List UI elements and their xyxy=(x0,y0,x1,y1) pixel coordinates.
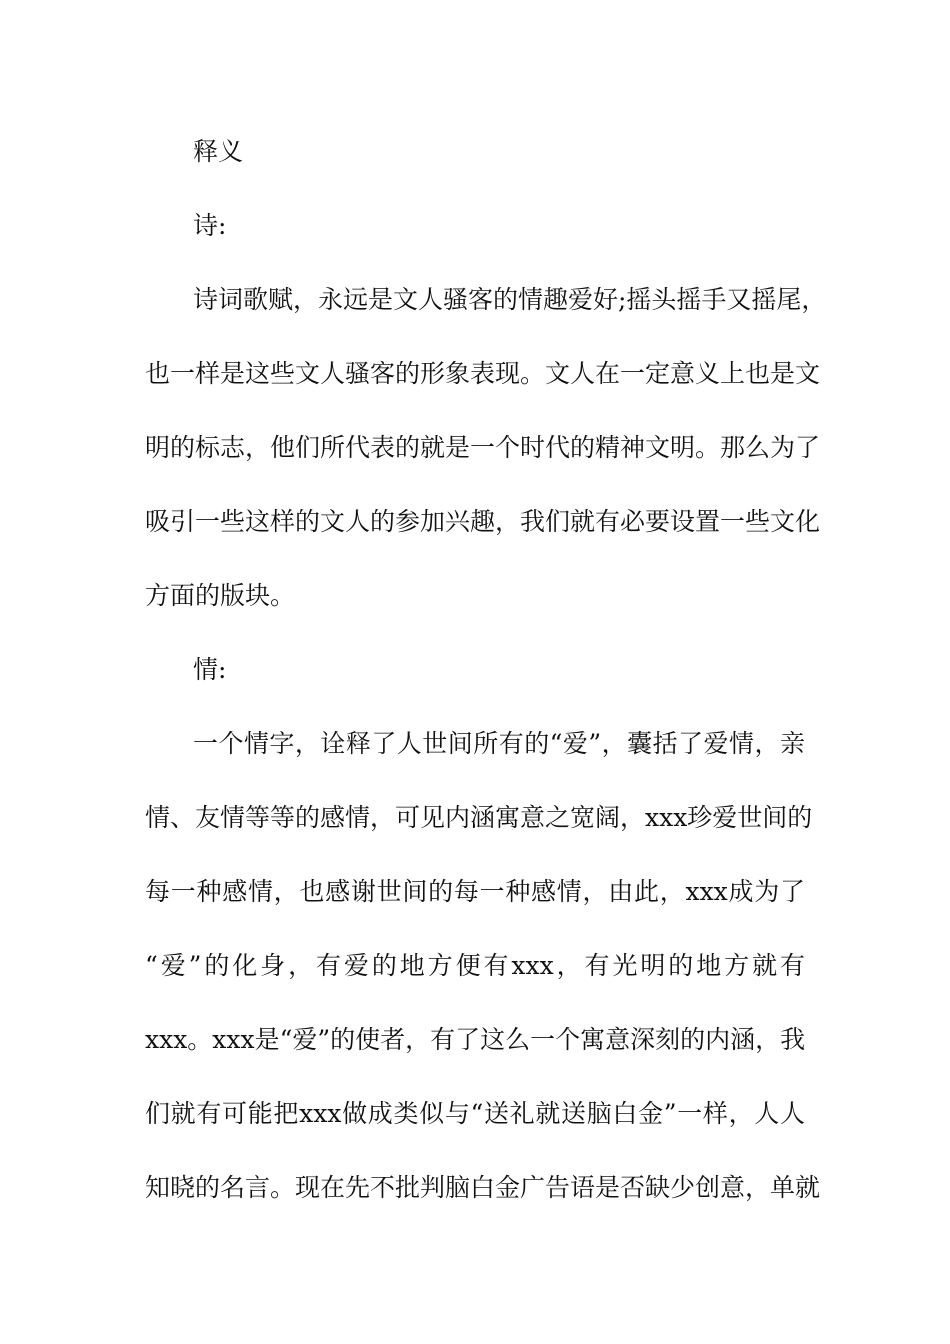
paragraph-line: 诗词歌赋，永远是文人骚客的情趣爱好;摇头摇手又摇尾， xyxy=(193,285,827,314)
paragraph-line: 也一样是这些文人骚客的形象表现。文人在一定意义上也是文 xyxy=(145,359,821,388)
section-heading: 释义 xyxy=(193,137,244,166)
paragraph-line: 明的标志，他们所代表的就是一个时代的精神文明。那么为了 xyxy=(145,433,821,462)
paragraph-line: 一个情字，诠释了人世间所有的“爱”，囊括了爱情，亲 xyxy=(193,729,805,758)
paragraph-line: 每一种感情，也感谢世间的每一种感情，由此，xxx成为了 xyxy=(145,877,805,906)
paragraph-line: 吸引一些这样的文人的参加兴趣，我们就有必要设置一些文化 xyxy=(145,507,821,536)
section-label-poem: 诗: xyxy=(193,211,227,240)
paragraph-line: xxx。xxx是“爱”的使者，有了这么一个寓意深刻的内涵，我 xyxy=(145,1025,806,1054)
paragraph-line: “爱”的化身，有爱的地方便有xxx，有光明的地方就有 xyxy=(145,951,805,980)
paragraph-line: 们就有可能把xxx做成类似与“送礼就送脑白金”一样，人人 xyxy=(145,1099,805,1128)
paragraph-line: 方面的版块。 xyxy=(145,581,296,610)
paragraph-line: 情、友情等等的感情，可见内涵寓意之宽阔，xxx珍爱世间的 xyxy=(145,803,813,832)
section-label-love: 情: xyxy=(193,655,227,684)
paragraph-line: 知晓的名言。现在先不批判脑白金广告语是否缺少创意，单就 xyxy=(145,1173,821,1202)
